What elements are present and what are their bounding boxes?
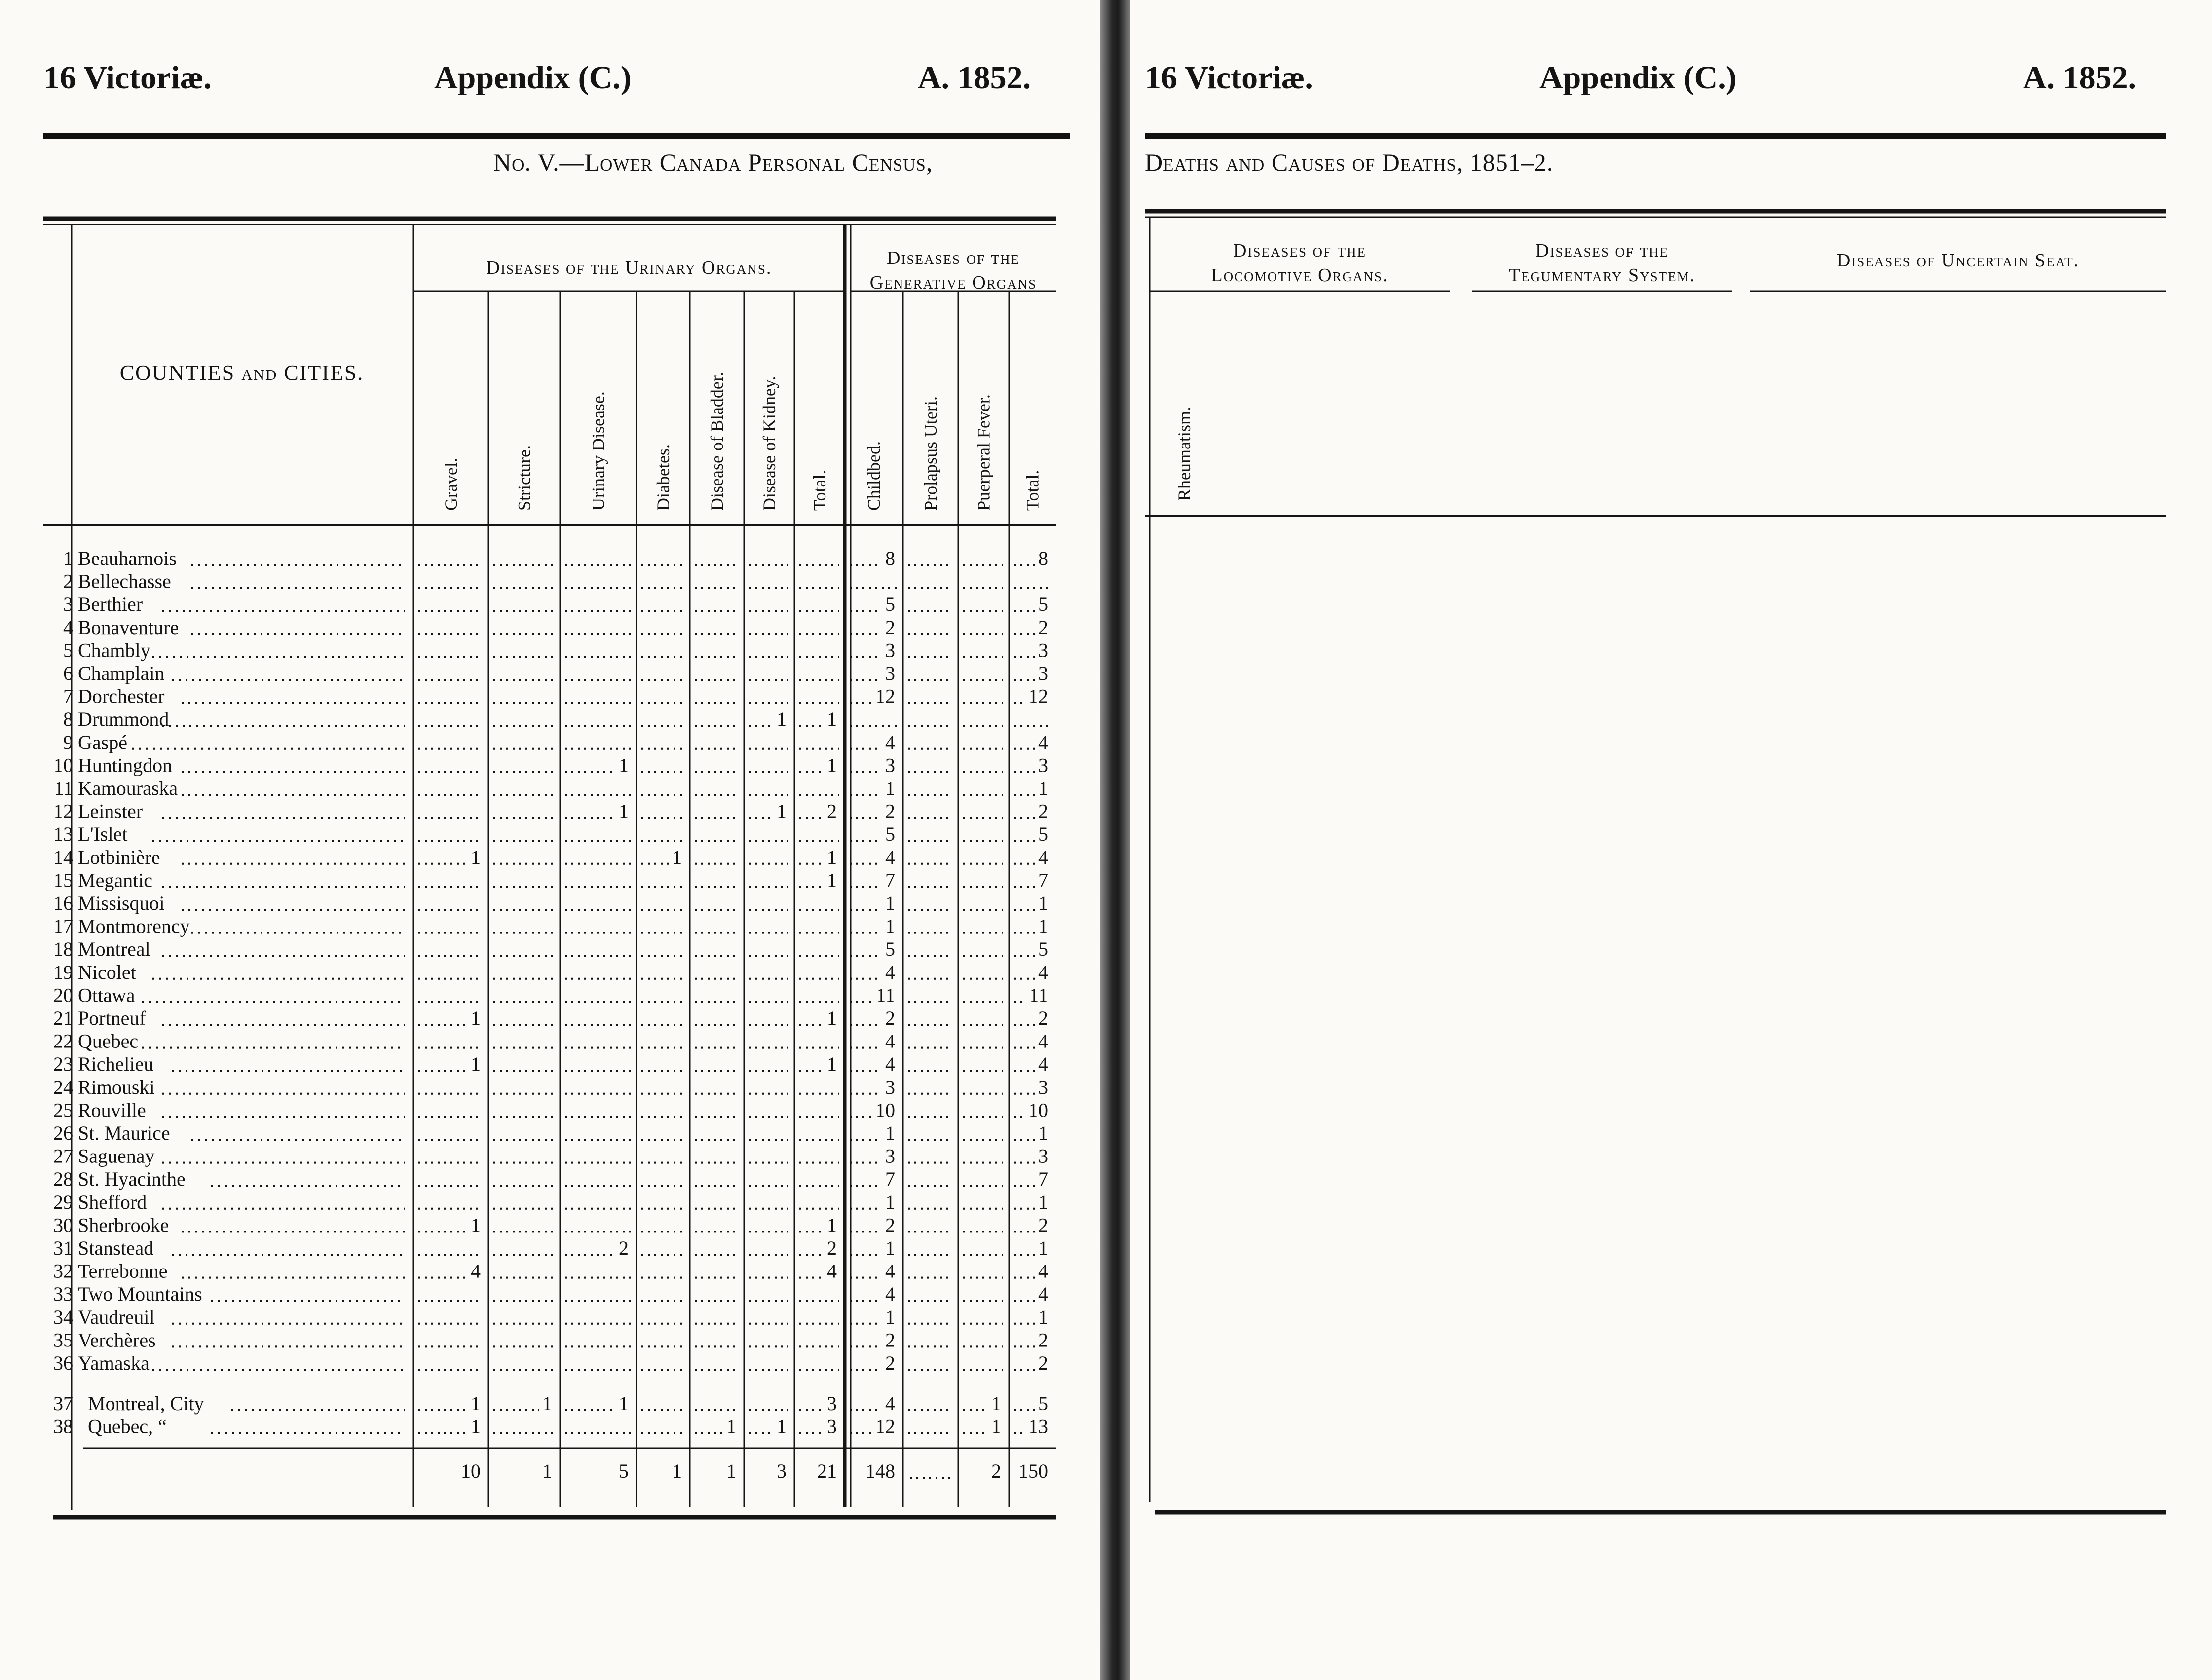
county-name: Shefford xyxy=(78,1191,147,1213)
cell-value: 4 xyxy=(885,1392,895,1415)
cell-value: 4 xyxy=(1038,1260,1048,1282)
cell-value: 2 xyxy=(1038,1007,1048,1029)
cell-value: 1 xyxy=(1038,915,1048,937)
header-center: Appendix (C.) xyxy=(1539,60,1737,96)
cell-value: 2 xyxy=(885,616,895,638)
group-heading-line2: Tegumentary System. xyxy=(1508,265,1696,286)
row-number: 16 xyxy=(53,892,73,914)
county-name: Saguenay xyxy=(78,1145,155,1167)
cell-value: 4 xyxy=(885,1260,895,1282)
county-name: Montreal xyxy=(78,938,150,961)
column-heading: Gravel. xyxy=(441,458,461,511)
row-number: 18 xyxy=(53,938,73,961)
cell-value: 1 xyxy=(1038,1237,1048,1259)
row-number: 3 xyxy=(63,593,73,616)
row-number: 36 xyxy=(53,1352,73,1374)
county-name: L'Islet xyxy=(78,823,128,846)
county-name: Richelieu xyxy=(78,1053,154,1076)
county-name: Portneuf xyxy=(78,1007,146,1029)
cell-value: 12 xyxy=(875,1415,895,1438)
county-name: Beauharnois xyxy=(78,547,177,569)
cell-value: 3 xyxy=(885,1076,895,1098)
table-subtitle: No. V.—Lower Canada Personal Census, xyxy=(493,149,933,176)
stub-heading: COUNTIES and CITIES. xyxy=(119,361,364,385)
county-name: Rimouski xyxy=(78,1076,155,1098)
county-name: Kamouraska xyxy=(78,777,178,799)
group-heading: Diseases of Uncertain Seat. xyxy=(1837,250,2080,271)
cell-value: 1 xyxy=(619,754,629,777)
cell-value: 2 xyxy=(1038,1214,1048,1236)
column-heading: Total. xyxy=(1022,470,1043,511)
cell-value: 1 xyxy=(827,754,837,777)
cell-value: 1 xyxy=(885,1191,895,1213)
county-name: Gaspé xyxy=(78,731,127,753)
cell-value: 3 xyxy=(885,754,895,777)
cell-value: 3 xyxy=(1038,1145,1048,1167)
cell-value: 1 xyxy=(726,1415,736,1438)
cell-value: 1 xyxy=(1038,892,1048,914)
county-name: Two Mountains xyxy=(78,1283,202,1306)
row-number: 11 xyxy=(54,777,73,799)
cell-value: 4 xyxy=(471,1260,481,1282)
cell-value: 5 xyxy=(1038,1392,1048,1415)
city-name: Montreal, City xyxy=(88,1392,204,1415)
header-right: A. 1852. xyxy=(2023,60,2137,96)
total-value: 148 xyxy=(865,1460,895,1482)
cell-value: 1 xyxy=(885,915,895,937)
header-left: 16 Victoriæ. xyxy=(1145,60,1313,96)
row-number: 4 xyxy=(63,616,73,638)
cell-value: 5 xyxy=(885,593,895,616)
cell-value: 1 xyxy=(827,708,837,731)
cell-value: 5 xyxy=(1038,593,1048,616)
row-number: 19 xyxy=(53,961,73,983)
cell-value: 2 xyxy=(885,1007,895,1029)
cell-value: 1 xyxy=(885,777,895,799)
cell-value: 2 xyxy=(885,1329,895,1351)
cell-value: 8 xyxy=(1038,547,1048,569)
cell-value: 2 xyxy=(885,1352,895,1374)
row-number: 1 xyxy=(63,547,73,569)
cell-value: 11 xyxy=(876,984,895,1007)
county-name: Sherbrooke xyxy=(78,1214,169,1236)
cell-value: 1 xyxy=(672,846,682,868)
cell-value: 3 xyxy=(827,1415,837,1438)
row-number: 25 xyxy=(53,1099,73,1121)
cell-value: 8 xyxy=(885,547,895,569)
row-number: 37 xyxy=(53,1392,73,1415)
cell-value: 4 xyxy=(885,846,895,868)
column-heading: Diabetes. xyxy=(653,444,673,511)
county-name: St. Maurice xyxy=(78,1122,170,1144)
group-heading-line2: Locomotive Organs. xyxy=(1211,265,1388,286)
column-heading: Urinary Disease. xyxy=(588,391,608,511)
cell-value: 4 xyxy=(1038,1053,1048,1076)
county-name: Quebec xyxy=(78,1030,139,1052)
cell-value: 7 xyxy=(1038,1168,1048,1191)
cell-value: 3 xyxy=(1038,662,1048,684)
cell-value: 1 xyxy=(471,1007,481,1029)
row-number: 5 xyxy=(63,639,73,662)
column-heading: Disease of Kidney. xyxy=(759,376,779,511)
cell-value: 2 xyxy=(827,1237,837,1259)
total-value: 10 xyxy=(461,1460,481,1482)
cell-value: 4 xyxy=(885,1283,895,1306)
cell-value: 5 xyxy=(885,823,895,846)
cell-value: 1 xyxy=(777,1415,787,1438)
cell-value: 1 xyxy=(991,1392,1001,1415)
row-number: 23 xyxy=(53,1053,73,1076)
total-value: 5 xyxy=(619,1460,629,1482)
cell-value: 2 xyxy=(1038,1352,1048,1374)
county-name: Megantic xyxy=(78,869,153,892)
cell-value: 3 xyxy=(1038,754,1048,777)
cell-value: 1 xyxy=(1038,1122,1048,1144)
county-name: Yamaska xyxy=(78,1352,150,1374)
county-name: Missisquoi xyxy=(78,892,165,914)
cell-value: 3 xyxy=(1038,1076,1048,1098)
cell-value: 12 xyxy=(1028,685,1048,708)
cell-value: 4 xyxy=(1038,1030,1048,1052)
cell-value: 2 xyxy=(619,1237,629,1259)
row-number: 21 xyxy=(53,1007,73,1029)
county-name: Nicolet xyxy=(78,961,136,983)
cell-value: 4 xyxy=(885,1053,895,1076)
group-heading: Diseases of the xyxy=(1233,240,1366,261)
row-number: 31 xyxy=(53,1237,73,1259)
cell-value: 1 xyxy=(1038,777,1048,799)
total-value: 1 xyxy=(726,1460,736,1482)
cell-value: 11 xyxy=(1029,984,1048,1007)
row-number: 33 xyxy=(53,1283,73,1306)
column-heading: Rheumatism. xyxy=(1174,407,1194,501)
row-number: 29 xyxy=(53,1191,73,1213)
cell-value: 1 xyxy=(827,869,837,892)
column-heading: Disease of Bladder. xyxy=(707,372,727,511)
group-heading: Diseases of the Urinary Organs. xyxy=(486,258,772,278)
cell-value: 10 xyxy=(875,1099,895,1121)
cell-value: 5 xyxy=(1038,938,1048,961)
row-number: 8 xyxy=(63,708,73,731)
cell-value: 3 xyxy=(1038,639,1048,662)
county-name: Dorchester xyxy=(78,685,165,708)
cell-value: 7 xyxy=(1038,869,1048,892)
right-deaths-table xyxy=(1130,0,2212,1680)
row-number: 38 xyxy=(53,1415,73,1438)
column-heading: Prolapsus Uteri. xyxy=(921,396,940,511)
row-number: 28 xyxy=(53,1168,73,1191)
cell-value: 2 xyxy=(885,1214,895,1236)
table-subtitle: Deaths and Causes of Deaths, 1851–2. xyxy=(1145,149,1554,176)
cell-value: 4 xyxy=(827,1260,837,1282)
county-name: Montmorency xyxy=(78,915,190,937)
column-heading: Puerperal Fever. xyxy=(974,394,994,511)
group-heading: Diseases of the xyxy=(1536,240,1669,261)
row-number: 35 xyxy=(53,1329,73,1351)
row-number: 6 xyxy=(63,662,73,684)
cell-value: 2 xyxy=(1038,800,1048,822)
row-number: 26 xyxy=(53,1122,73,1144)
cell-value: 2 xyxy=(885,800,895,822)
cell-value: 5 xyxy=(1038,823,1048,846)
cell-value: 3 xyxy=(827,1392,837,1415)
row-number: 15 xyxy=(53,869,73,892)
cell-value: 1 xyxy=(827,846,837,868)
cell-value: 1 xyxy=(471,1415,481,1438)
county-name: Berthier xyxy=(78,593,143,616)
header-right: A. 1852. xyxy=(918,60,1031,96)
row-number: 13 xyxy=(53,823,73,846)
county-name: Vaudreuil xyxy=(78,1306,155,1328)
cell-value: 1 xyxy=(542,1392,552,1415)
county-name: Chambly xyxy=(78,639,150,662)
row-number: 27 xyxy=(53,1145,73,1167)
row-number: 34 xyxy=(53,1306,73,1328)
cell-value: 4 xyxy=(885,961,895,983)
cell-value: 4 xyxy=(885,1030,895,1052)
cell-value: 2 xyxy=(1038,1329,1048,1351)
cell-value: 1 xyxy=(991,1415,1001,1438)
cell-value: 4 xyxy=(1038,731,1048,753)
county-name: Lotbinière xyxy=(78,846,160,868)
header-left: 16 Victoriæ. xyxy=(43,60,212,96)
total-value: 150 xyxy=(1018,1460,1048,1482)
cell-value: 1 xyxy=(827,1053,837,1076)
total-value: 2 xyxy=(991,1460,1001,1482)
cell-value: 2 xyxy=(1038,616,1048,638)
cell-value: 1 xyxy=(777,800,787,822)
row-number: 14 xyxy=(53,846,73,868)
total-value: 3 xyxy=(777,1460,787,1482)
row-number: 22 xyxy=(53,1030,73,1052)
county-name: Terrebonne xyxy=(78,1260,168,1282)
total-value: 21 xyxy=(817,1460,837,1482)
cell-value: 1 xyxy=(777,708,787,731)
cell-value: 12 xyxy=(875,685,895,708)
cell-value: 5 xyxy=(885,938,895,961)
row-number: 17 xyxy=(53,915,73,937)
cell-value: 1 xyxy=(827,1214,837,1236)
cell-value: 1 xyxy=(471,1214,481,1236)
county-name: Stanstead xyxy=(78,1237,154,1259)
county-name: St. Hyacinthe xyxy=(78,1168,186,1191)
county-name: Rouville xyxy=(78,1099,146,1121)
county-name: Bonaventure xyxy=(78,616,179,638)
left-census-table xyxy=(0,0,1100,1680)
column-heading: Total. xyxy=(810,470,829,511)
county-name: Huntingdon xyxy=(78,754,173,777)
row-number: 12 xyxy=(53,800,73,822)
cell-value: 1 xyxy=(827,1007,837,1029)
county-name: Ottawa xyxy=(78,984,135,1007)
county-name: Bellechasse xyxy=(78,570,171,593)
cell-value: 3 xyxy=(885,639,895,662)
cell-value: 1 xyxy=(471,1392,481,1415)
county-name: Champlain xyxy=(78,662,165,684)
county-name: Drummond xyxy=(78,708,169,731)
cell-value: 1 xyxy=(619,1392,629,1415)
cell-value: 13 xyxy=(1028,1415,1048,1438)
county-name: Leinster xyxy=(78,800,143,822)
cell-value: 1 xyxy=(885,1237,895,1259)
header-center: Appendix (C.) xyxy=(434,60,632,96)
cell-value: 1 xyxy=(885,892,895,914)
row-number: 9 xyxy=(63,731,73,753)
cell-value: 1 xyxy=(885,1122,895,1144)
right-page xyxy=(1130,0,2212,1680)
cell-value: 4 xyxy=(1038,961,1048,983)
cell-value: 10 xyxy=(1028,1099,1048,1121)
cell-value: 3 xyxy=(885,1145,895,1167)
row-number: 30 xyxy=(53,1214,73,1236)
cell-value: 1 xyxy=(885,1306,895,1328)
column-heading: Stricture. xyxy=(514,445,534,511)
cell-value: 4 xyxy=(1038,846,1048,868)
book-gutter xyxy=(1100,0,1130,1680)
group-heading: Diseases of the xyxy=(887,248,1020,268)
row-number: 10 xyxy=(53,754,73,777)
cell-value: 1 xyxy=(619,800,629,822)
total-value: 1 xyxy=(672,1460,682,1482)
column-heading: Childbed. xyxy=(864,441,884,511)
cell-value: 7 xyxy=(885,869,895,892)
cell-value: 1 xyxy=(471,846,481,868)
cell-value: 4 xyxy=(885,731,895,753)
cell-value: 7 xyxy=(885,1168,895,1191)
cell-value: 1 xyxy=(1038,1191,1048,1213)
row-number: 2 xyxy=(63,570,73,593)
row-number: 24 xyxy=(53,1076,73,1098)
cell-value: 4 xyxy=(1038,1283,1048,1306)
cell-value: 2 xyxy=(827,800,837,822)
city-name: Quebec, “ xyxy=(88,1415,167,1438)
group-heading-line2: Generative Organs xyxy=(869,272,1037,293)
cell-value: 1 xyxy=(471,1053,481,1076)
county-name: Verchères xyxy=(78,1329,156,1351)
cell-value: 1 xyxy=(1038,1306,1048,1328)
row-number: 7 xyxy=(63,685,73,708)
left-page xyxy=(0,0,1100,1680)
cell-value: 3 xyxy=(885,662,895,684)
total-value: 1 xyxy=(542,1460,552,1482)
row-number: 32 xyxy=(53,1260,73,1282)
row-number: 20 xyxy=(53,984,73,1007)
